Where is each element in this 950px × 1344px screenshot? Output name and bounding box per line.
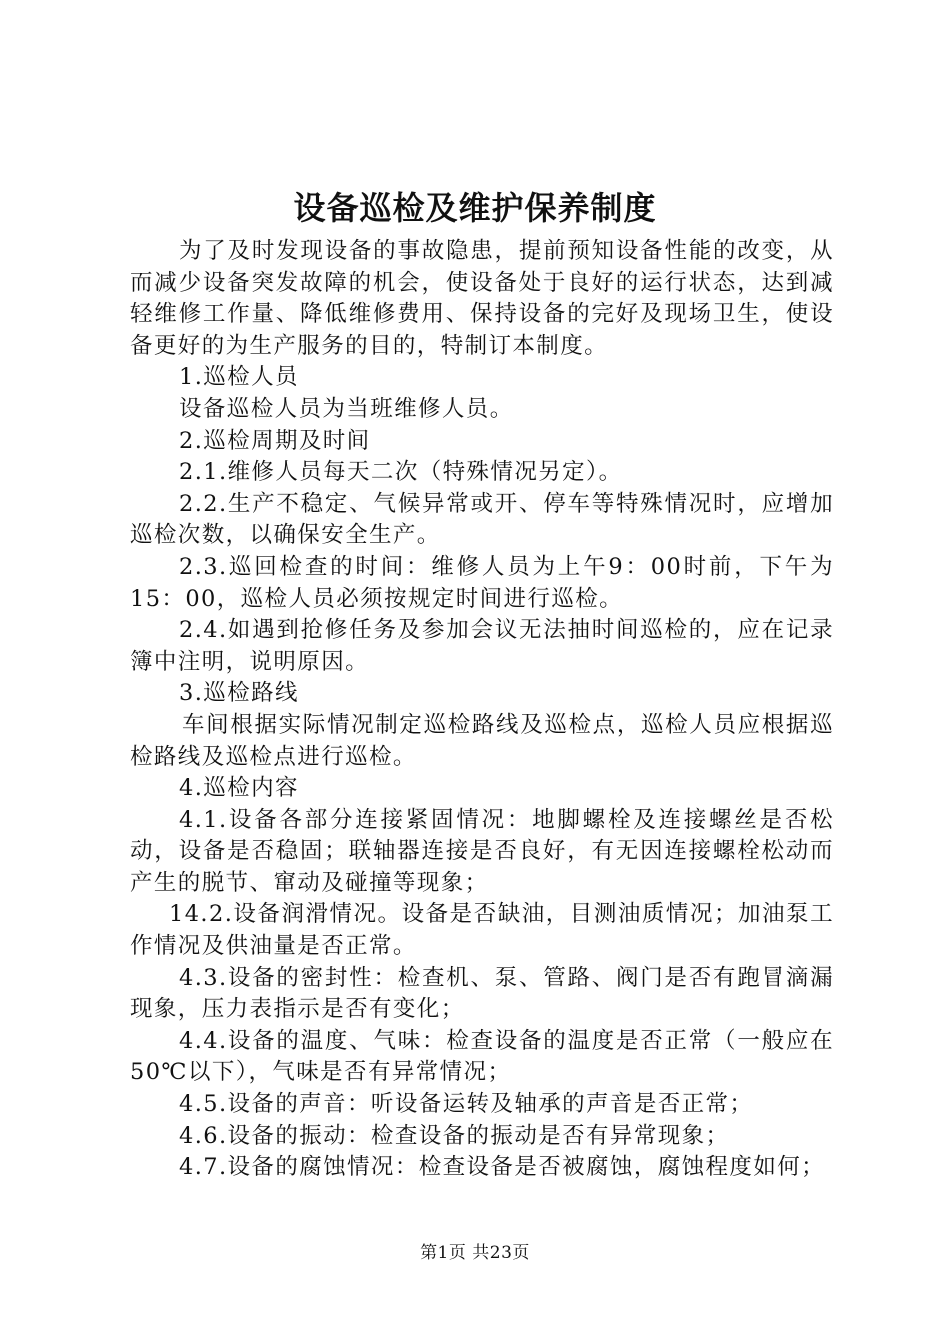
paragraph: 4.5.设备的声音：听设备运转及轴承的声音是否正常； [179,1091,754,1118]
section-heading: 4.巡检内容 [179,775,299,802]
document-body [130,236,834,1184]
paragraph: 14.2.设备润滑情况。设备是否缺油，目测油质情况；加油泵工作情况及供油量是否正常。 [130,901,834,960]
paragraph: 2.1.维修人员每天二次（特殊情况另定）。 [179,459,623,486]
paragraph-intro: 为了及时发现设备的事故隐患，提前预知设备性能的改变，从而减少设备突发故障的机会，使设备处于良好的运行状态，达到减轻维修工作量、降低维修费用、保持设备的完好及现场卫生，使设备更好的为生产服务的目的，特制订本制度。 [130,238,834,359]
paragraph: 4.3.设备的密封性：检查机、泵、管路、阀门是否有跑冒滴漏现象，压力表指示是否有变化； [130,964,834,1023]
paragraph: 设备巡检人员为当班维修人员。 [179,395,514,422]
section-heading: 2.巡检周期及时间 [179,427,371,454]
paragraph: 车间根据实际情况制定巡检路线及巡检点，巡检人员应根据巡检路线及巡检点进行巡检。 [130,711,834,770]
paragraph: 2.4.如遇到抢修任务及参加会议无法抽时间巡检的，应在记录簿中注明，说明原因。 [130,617,834,675]
page-number: 第1页 共23页 [420,1243,530,1263]
paragraph: 2.2.生产不稳定、气候异常或开、停车等特殊情况时，应增加巡检次数，以确保安全生产。 [130,490,834,549]
paragraph: 2.3.巡回检查的时间：维修人员为上午9：00时前，下午为15：00，巡检人员必须按规定时间进行巡检。 [130,553,834,612]
paragraph: 4.6.设备的振动：检查设备的振动是否有异常现象； [179,1122,730,1149]
section-heading: 3.巡检路线 [179,680,299,707]
paragraph: 4.7.设备的腐蚀情况：检查设备是否被腐蚀，腐蚀程度如何； [179,1154,826,1181]
document-title: 设备巡检及维护保养制度 [293,189,657,227]
paragraph: 4.4.设备的温度、气味：检查设备的温度是否正常（一般应在50℃以下），气味是否有异常情况； [130,1027,834,1086]
paragraph: 4.1.设备各部分连接紧固情况：地脚螺栓及连接螺丝是否松动，设备是否稳固；联轴器连接是否良好，有无因连接螺栓松动而产生的脱节、窜动及碰撞等现象； [130,806,834,896]
section-heading: 1.巡检人员 [179,364,299,391]
